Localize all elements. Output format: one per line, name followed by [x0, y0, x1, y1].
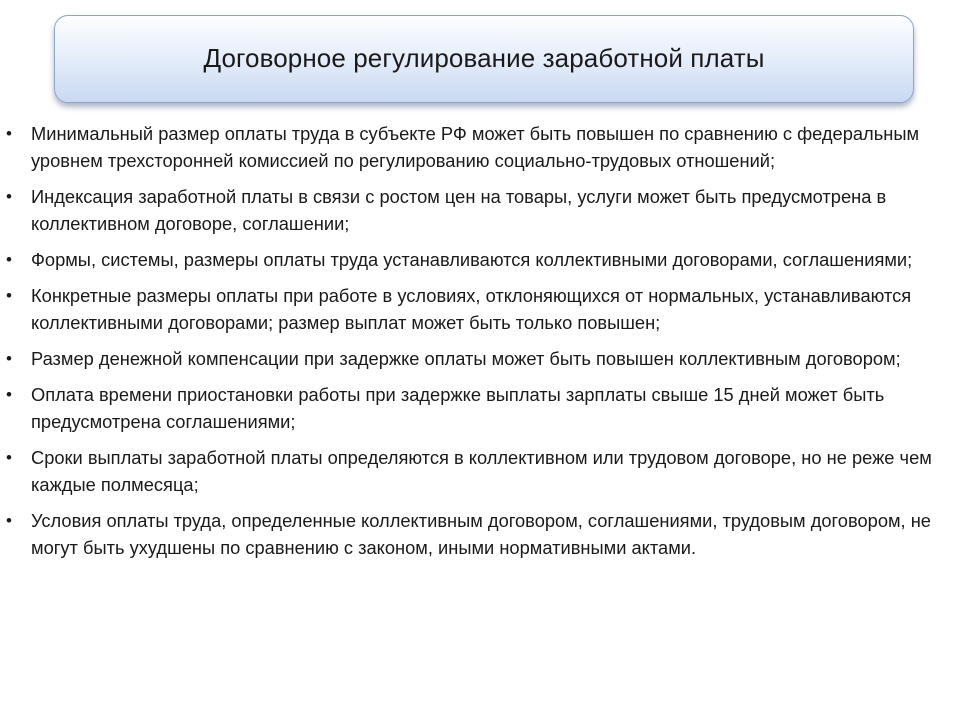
bullet-item-6 — [0, 381, 960, 435]
bullet-text-6: Оплата времени приостановки работы при задержке выплаты зарплаты свыше 15 дней может быть предусмотрена соглашениями; — [31, 384, 885, 432]
bullet-dot-icon: • — [6, 250, 12, 269]
bullet-dot-icon: • — [6, 286, 12, 305]
bullet-text-2: Индексация заработной платы в связи с ростом цен на товары, услуги может быть предусмотрена в коллективном договоре, соглашении; — [31, 186, 887, 234]
bullet-item-2 — [0, 183, 960, 237]
bullet-dot-icon: • — [6, 124, 12, 143]
bullet-text-1: Минимальный размер оплаты труда в субъекте РФ может быть повышен по сравнению с федеральным уровнем трехсторонней комиссией по регулированию социально-трудовых отношений; — [31, 123, 920, 171]
bullet-dot-icon: • — [6, 187, 12, 206]
bullet-item-4 — [0, 282, 960, 336]
bullet-list — [0, 120, 960, 570]
bullet-item-7 — [0, 444, 960, 498]
bullet-text-5: Размер денежной компенсации при задержке оплаты может быть повышен коллективным договором; — [31, 348, 901, 369]
bullet-item-8 — [0, 507, 960, 561]
bullet-item-5 — [0, 345, 960, 372]
bullet-dot-icon: • — [6, 511, 12, 530]
bullet-item-3 — [0, 246, 960, 273]
bullet-dot-icon: • — [6, 385, 12, 404]
bullet-text-8: Условия оплаты труда, определенные коллективным договором, соглашениями, трудовым договором, не могут быть ухудшены по сравнению с законом, иными нормативными актами. — [31, 510, 931, 558]
bullet-text-4: Конкретные размеры оплаты при работе в условиях, отклоняющихся от нормальных, устанавливаются коллективными договорами; размер выплат может быть только повышен; — [31, 285, 912, 333]
slide-title: Договорное регулирование заработной платы — [203, 42, 765, 73]
bullet-item-1 — [0, 120, 960, 174]
bullet-dot-icon: • — [6, 349, 12, 368]
bullet-text-7: Сроки выплаты заработной платы определяются в коллективном или трудовом договоре, но не реже чем каждые полмесяца; — [31, 447, 932, 495]
title-banner — [54, 15, 914, 103]
bullet-text-3: Формы, системы, размеры оплаты труда устанавливаются коллективными договорами, соглашениями; — [31, 249, 913, 270]
bullet-dot-icon: • — [6, 448, 12, 467]
